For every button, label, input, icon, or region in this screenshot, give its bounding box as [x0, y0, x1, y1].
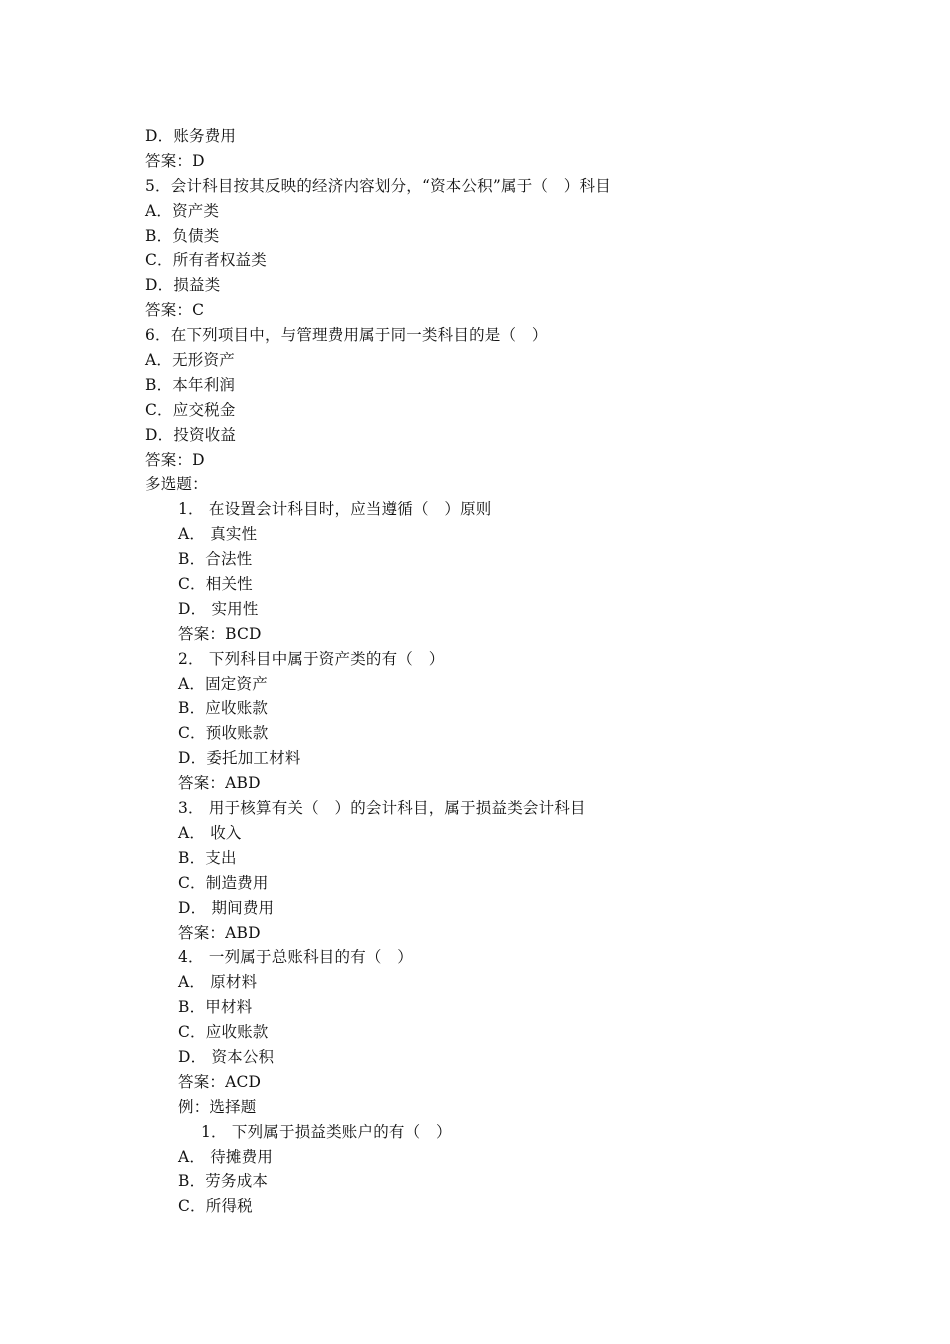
option-line: D． 期间费用 — [178, 898, 275, 917]
option-line: A． 收入 — [178, 823, 242, 842]
option-line: D． 实用性 — [178, 599, 259, 618]
option-line: D．委托加工材料 — [178, 749, 301, 768]
question-line: 3． 用于核算有关（ ）的会计科目，属于损益类会计科目 — [178, 799, 586, 818]
option-line: A．资产类 — [145, 201, 220, 220]
answer-line: 答案：BCD — [178, 624, 262, 643]
option-line: B．合法性 — [178, 550, 253, 569]
option-line: B．甲材料 — [178, 998, 253, 1017]
question-line: 5．会计科目按其反映的经济内容划分，“资本公积”属于（ ）科目 — [145, 176, 611, 195]
question-line: 6．在下列项目中，与管理费用属于同一类科目的是（ ） — [145, 326, 548, 345]
option-line: D．账务费用 — [145, 127, 237, 145]
answer-line: 答案：ABD — [178, 774, 261, 793]
option-line: D． 资本公积 — [178, 1047, 275, 1066]
question-line: 2． 下列科目中属于资产类的有（ ） — [178, 649, 445, 668]
option-line: B．本年利润 — [145, 375, 236, 394]
question-line: 1． 在设置会计科目时，应当遵循（ ）原则 — [178, 500, 492, 519]
option-line: A．无形资产 — [145, 351, 235, 370]
option-line: A．固定资产 — [178, 674, 268, 693]
answer-line: 答案：D — [145, 450, 205, 469]
answer-line: 答案：ABD — [178, 923, 261, 942]
section-heading: 多选题： — [145, 475, 208, 494]
question-line: 4． 一列属于总账科目的有（ ） — [178, 948, 413, 967]
question-line: 1． 下列属于损益类账户的有（ ） — [201, 1122, 452, 1141]
option-line: D．损益类 — [145, 276, 221, 295]
option-line: B．劳务成本 — [178, 1172, 269, 1191]
document-page — [0, 124, 950, 1219]
option-line: D．投资收益 — [145, 425, 237, 444]
option-line: C．应交税金 — [145, 400, 236, 419]
option-line: C．相关性 — [178, 575, 253, 594]
option-line: C．所得税 — [178, 1197, 253, 1216]
option-line: C．应收账款 — [178, 1023, 269, 1042]
option-line: B．应收账款 — [178, 699, 269, 718]
option-line: A． 原材料 — [178, 973, 258, 992]
option-line: C．预收账款 — [178, 724, 269, 743]
option-line: C．制造费用 — [178, 873, 269, 892]
option-line: A． 真实性 — [178, 525, 258, 544]
section-heading: 例：选择题 — [178, 1097, 257, 1116]
option-line: B．支出 — [178, 848, 237, 867]
answer-line: 答案：ACD — [178, 1072, 262, 1091]
option-line: C．所有者权益类 — [145, 251, 267, 270]
option-line: A． 待摊费用 — [178, 1147, 274, 1166]
option-line: B．负债类 — [145, 226, 220, 245]
answer-line: 答案：D — [145, 151, 205, 170]
answer-line: 答案：C — [145, 301, 205, 320]
